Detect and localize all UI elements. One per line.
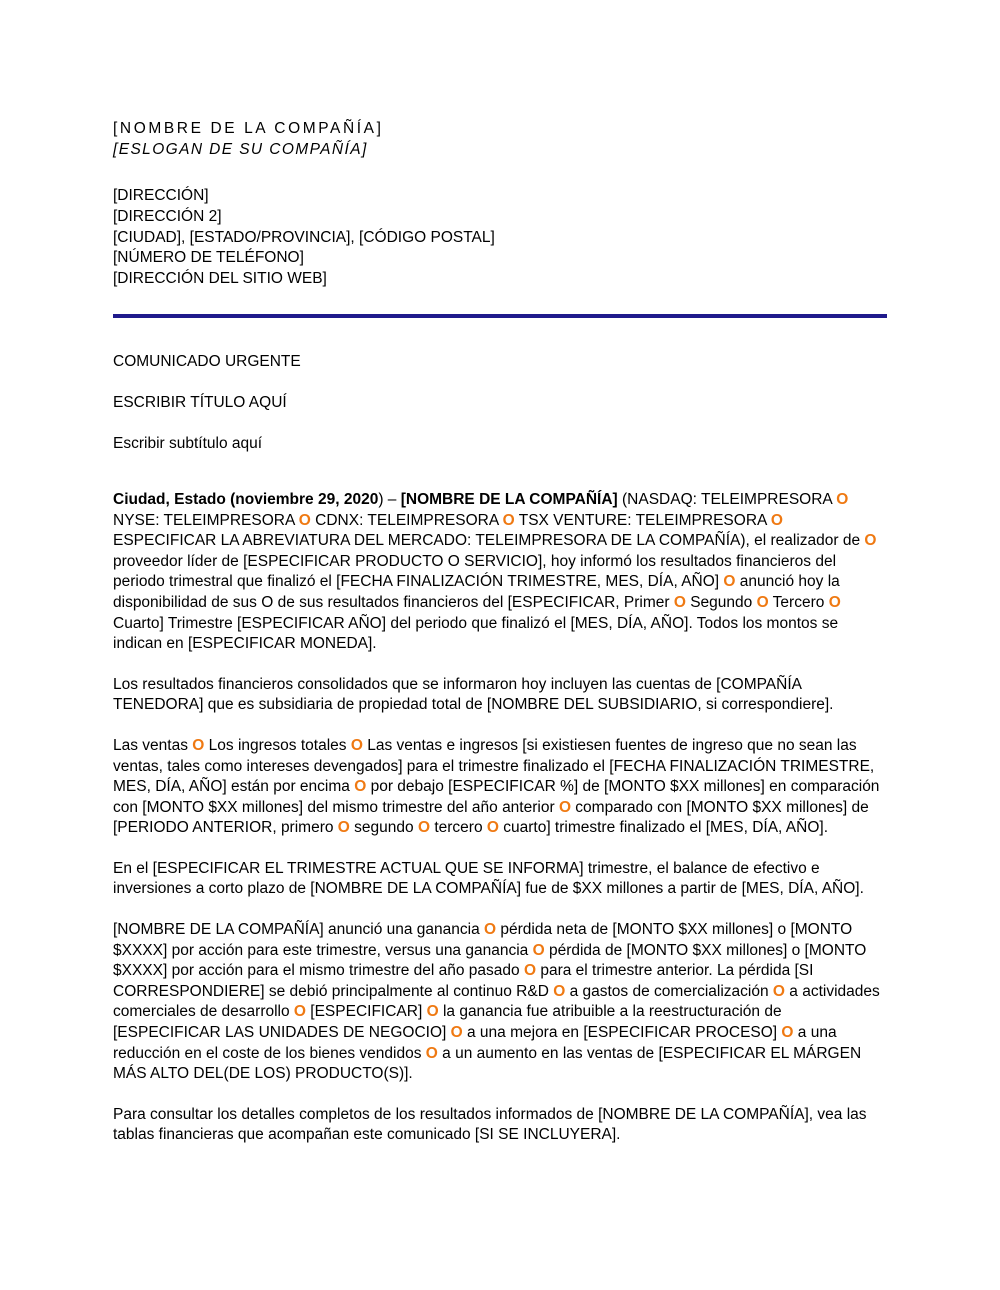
notice-block bbox=[113, 352, 887, 454]
separator-o: O bbox=[772, 982, 785, 1000]
separator-o: O bbox=[192, 736, 205, 754]
release-subtitle-placeholder: Escribir subtítulo aquí bbox=[113, 434, 263, 452]
p1-text-8: Segundo bbox=[685, 593, 757, 611]
paragraph-dateline-intro bbox=[113, 490, 887, 655]
p5-text-11: a un aumento en las ventas de [ESPECIFICAR EL MÁRGEN MÁS ALTO DEL(DE LOS) PRODUCTO(S)]. bbox=[113, 1044, 862, 1083]
p1-text-4: TSX VENTURE: TELEIMPRESORA bbox=[514, 511, 771, 529]
separator-o: O bbox=[484, 921, 497, 939]
address-line-website: [DIRECCIÓN DEL SITIO WEB] bbox=[113, 270, 327, 288]
p5-text-2: pérdida neta de [MONTO $XX millones] o [MONTO $XXXX] por acción para este trimestre, versus una ganancia bbox=[113, 921, 853, 959]
separator-o: O bbox=[425, 1044, 438, 1062]
header-divider-rule bbox=[113, 314, 887, 318]
dateline-close-paren: ) – bbox=[378, 490, 401, 508]
separator-o: O bbox=[450, 1024, 463, 1042]
company-slogan: [ESLOGAN DE SU COMPAÑÍA] bbox=[113, 141, 368, 158]
p1-text-5: ESPECIFICAR LA ABREVIATURA DEL MERCADO: TELEIMPRESORA DE LA COMPAÑÍA), el realizador de bbox=[113, 532, 865, 550]
separator-o: O bbox=[558, 798, 571, 816]
p1-text-6: proveedor líder de [ESPECIFICAR PRODUCTO O SERVICIO], hoy informó los resultados financieros del periodo trimestral que finalizó el [FECHA FINALIZACIÓN TRIMESTRE, MES, DÍA, AÑO] bbox=[113, 552, 837, 591]
separator-o: O bbox=[781, 1024, 794, 1042]
dateline-location-date: Ciudad, Estado (noviembre 29, 2020 bbox=[113, 490, 379, 508]
p3-text-3: Las ventas e ingresos [si existiesen fuentes de ingreso que no sean las ventas, tales como intereses devengados] para el trimestre finalizado el [FECHA FINALIZACIÓN TRIMESTRE, MES, DÍA, AÑO] están por encima bbox=[113, 736, 875, 796]
separator-o: O bbox=[523, 962, 537, 980]
p1-text-10: Cuarto] Trimestre [ESPECIFICAR AÑO] del periodo que finalizó el [MES, DÍA, AÑO]. Todos los montos se indican en [ESPECIFICAR MONEDA]. bbox=[113, 614, 839, 653]
separator-o: O bbox=[350, 736, 363, 754]
p5-text-1: [NOMBRE DE LA COMPAÑÍA] anunció una ganancia bbox=[113, 921, 485, 939]
p1-text-2: NYSE: TELEIMPRESORA bbox=[113, 511, 299, 529]
separator-o: O bbox=[298, 511, 311, 529]
p5-text-9: a una mejora en [ESPECIFICAR PROCESO] bbox=[462, 1024, 782, 1042]
address-line-2: [DIRECCIÓN 2] bbox=[113, 207, 222, 225]
separator-o: O bbox=[417, 819, 431, 837]
p5-text-5: a gastos de comercialización bbox=[565, 982, 773, 1000]
address-line-city-state-zip: [CIUDAD], [ESTADO/PROVINCIA], [CÓDIGO POSTAL] bbox=[113, 228, 495, 246]
p1-text-7: anunció hoy la disponibilidad de sus O de sus resultados financieros del [ESPECIFICAR, Primer bbox=[113, 573, 840, 611]
separator-o: O bbox=[426, 1003, 439, 1021]
separator-o: O bbox=[293, 1003, 306, 1021]
separator-o: O bbox=[828, 593, 841, 611]
p3-text-5: comparado con [MONTO $XX millones] de [PERIODO ANTERIOR, primero bbox=[113, 798, 869, 837]
separator-o: O bbox=[864, 532, 877, 550]
paragraph-sales-revenue bbox=[113, 736, 887, 839]
paragraph-cash-balance: En el [ESPECIFICAR EL TRIMESTRE ACTUAL QUE SE INFORMA] trimestre, el balance de efectivo e inversiones a corto plazo de [NOMBRE DE LA COMPAÑÍA] fue de $XX millones a partir de [MES, DÍA, AÑO]. bbox=[113, 859, 864, 898]
release-title-placeholder: ESCRIBIR TÍTULO AQUÍ bbox=[113, 393, 287, 411]
separator-o: O bbox=[770, 511, 783, 529]
p5-text-8: la ganancia fue atribuible a la reestructuración de [ESPECIFICAR LAS UNIDADES DE NEGOCIO] bbox=[113, 1003, 782, 1042]
separator-o: O bbox=[723, 573, 736, 591]
paragraph-consolidated-results: Los resultados financieros consolidados que se informaron hoy incluyen las cuentas de [COMPAÑÍA TENEDORA] que es subsidiaria de propiedad total de [NOMBRE DEL SUBSIDIARIO, si correspondiere]. bbox=[113, 675, 834, 714]
p1-text-9: Tercero bbox=[768, 593, 829, 611]
urgent-release-label: COMUNICADO URGENTE bbox=[113, 352, 301, 370]
p3-text-2: Los ingresos totales bbox=[204, 736, 351, 754]
paragraph-earnings-loss bbox=[113, 920, 887, 1085]
body-block bbox=[113, 490, 887, 1146]
p5-text-7: [ESPECIFICAR] bbox=[305, 1003, 427, 1021]
separator-o: O bbox=[756, 593, 769, 611]
letterhead bbox=[113, 118, 887, 290]
paragraph-see-tables: Para consultar los detalles completos de los resultados informados de [NOMBRE DE LA COMPAÑÍA], vea las tablas financieras que acompañan este comunicado [SI SE INCLUYERA]. bbox=[113, 1105, 867, 1144]
separator-o: O bbox=[337, 819, 350, 837]
p3-text-1: Las ventas bbox=[113, 736, 193, 754]
p5-text-10: a una reducción en el coste de los bienes vendidos bbox=[113, 1024, 837, 1062]
separator-o: O bbox=[502, 511, 515, 529]
p1-text-1: (NASDAQ: TELEIMPRESORA bbox=[617, 490, 837, 508]
separator-o: O bbox=[673, 593, 686, 611]
dateline-company-name: [NOMBRE DE LA COMPAÑÍA] bbox=[400, 490, 618, 508]
p3-text-6: segundo bbox=[349, 819, 418, 837]
document-content bbox=[113, 118, 887, 1146]
address-line-1: [DIRECCIÓN] bbox=[113, 187, 209, 204]
address-block bbox=[113, 186, 887, 290]
p3-text-4: por debajo [ESPECIFICAR %] de [MONTO $XX millones] en comparación con [MONTO $XX millones] del mismo trimestre del año anterior bbox=[113, 778, 880, 816]
company-name: [NOMBRE DE LA COMPAÑÍA] bbox=[113, 120, 384, 137]
p5-text-6: a actividades comerciales de desarrollo bbox=[113, 982, 880, 1021]
separator-o: O bbox=[354, 778, 367, 796]
p3-text-7: tercero bbox=[430, 819, 487, 837]
separator-o: O bbox=[532, 941, 545, 959]
p3-text-8: cuarto] trimestre finalizado el [MES, DÍA, AÑO]. bbox=[498, 819, 828, 837]
p5-text-4: para el trimestre anterior. La pérdida [SI CORRESPONDIERE] se debió principalmente al continuo R&D bbox=[113, 962, 814, 1000]
separator-o: O bbox=[486, 819, 499, 837]
p1-text-3: CDNX: TELEIMPRESORA bbox=[310, 511, 503, 529]
p5-text-3: pérdida de [MONTO $XX millones] o [MONTO $XXXX] por acción para el mismo trimestre del año pasado bbox=[113, 941, 867, 980]
separator-o: O bbox=[553, 982, 566, 1000]
separator-o: O bbox=[836, 490, 849, 508]
address-line-phone: [NÚMERO DE TELÉFONO] bbox=[113, 249, 304, 267]
